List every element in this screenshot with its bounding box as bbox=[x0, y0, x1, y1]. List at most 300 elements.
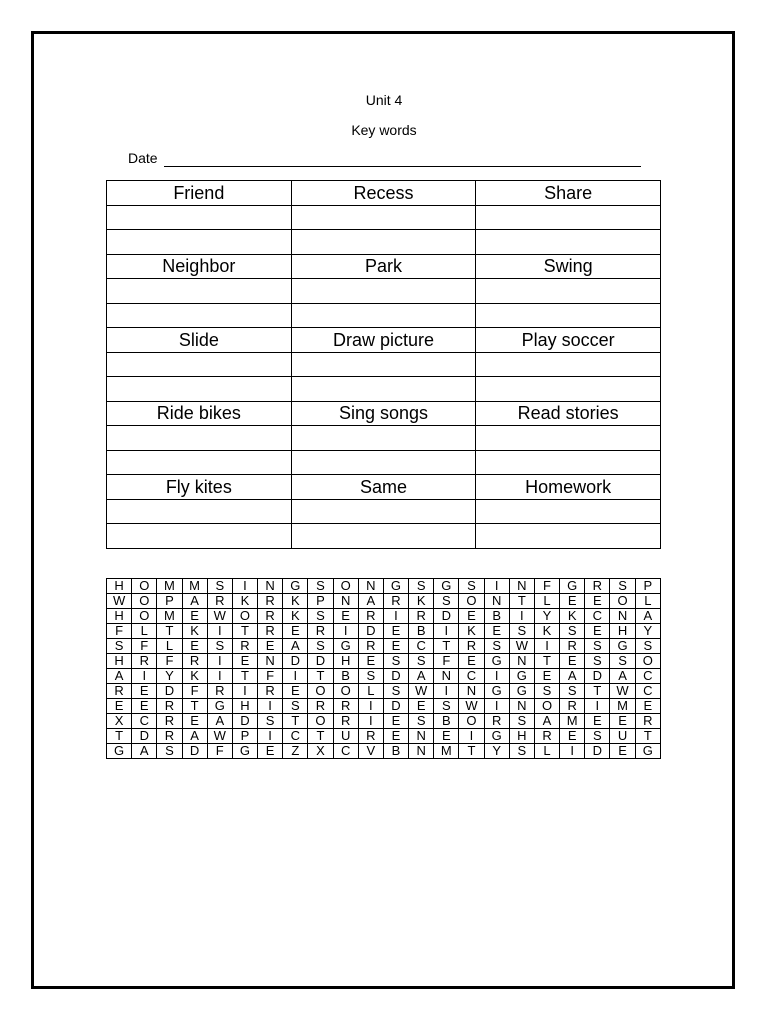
vocab-blank-cell bbox=[291, 426, 476, 451]
word-search-letter: P bbox=[635, 579, 660, 594]
word-search-letter: S bbox=[207, 579, 232, 594]
word-search-letter: S bbox=[383, 654, 408, 669]
word-search-letter: D bbox=[232, 714, 257, 729]
word-search-letter: O bbox=[232, 609, 257, 624]
word-search-letter: Y bbox=[484, 744, 509, 759]
word-search-letter: B bbox=[484, 609, 509, 624]
word-search-letter: E bbox=[459, 654, 484, 669]
word-search-letter: S bbox=[484, 639, 509, 654]
word-search-row bbox=[107, 684, 661, 699]
word-search-letter: H bbox=[232, 699, 257, 714]
word-search-row bbox=[107, 639, 661, 654]
word-search-letter: I bbox=[383, 609, 408, 624]
vocab-blank-row bbox=[107, 303, 661, 328]
word-search-letter: O bbox=[132, 609, 157, 624]
word-search-letter: K bbox=[232, 594, 257, 609]
vocabulary-table bbox=[106, 180, 661, 549]
word-search-grid bbox=[106, 578, 661, 759]
word-search-letter: N bbox=[409, 729, 434, 744]
word-search-letter: E bbox=[534, 669, 559, 684]
word-search-letter: T bbox=[585, 684, 610, 699]
word-search-letter: C bbox=[585, 609, 610, 624]
vocab-word-cell: Recess bbox=[291, 181, 476, 206]
word-search-letter: D bbox=[585, 744, 610, 759]
word-search-letter: N bbox=[333, 594, 358, 609]
word-search-letter: A bbox=[635, 609, 660, 624]
vocab-word-cell: Neighbor bbox=[107, 254, 292, 279]
word-search-letter: S bbox=[560, 624, 585, 639]
word-search-letter: W bbox=[459, 699, 484, 714]
word-search-letter: S bbox=[283, 699, 308, 714]
word-search-letter: I bbox=[434, 684, 459, 699]
word-search-letter: S bbox=[509, 714, 534, 729]
word-search-letter: X bbox=[107, 714, 132, 729]
word-search-letter: C bbox=[132, 714, 157, 729]
vocab-word-row bbox=[107, 181, 661, 206]
word-search-letter: O bbox=[132, 579, 157, 594]
word-search-letter: S bbox=[409, 579, 434, 594]
word-search-letter: D bbox=[283, 654, 308, 669]
vocab-word-cell: Sing songs bbox=[291, 401, 476, 426]
word-search-letter: A bbox=[107, 669, 132, 684]
word-search-letter: E bbox=[560, 729, 585, 744]
word-search-letter: G bbox=[383, 579, 408, 594]
word-search-letter: T bbox=[635, 729, 660, 744]
word-search-letter: K bbox=[182, 669, 207, 684]
date-label: Date bbox=[128, 150, 158, 166]
word-search-letter: O bbox=[610, 594, 635, 609]
word-search-letter: I bbox=[258, 699, 283, 714]
word-search-letter: L bbox=[358, 684, 383, 699]
vocab-word-cell: Slide bbox=[107, 328, 292, 353]
word-search-letter: P bbox=[232, 729, 257, 744]
word-search-letter: R bbox=[157, 729, 182, 744]
word-search-letter: G bbox=[610, 639, 635, 654]
word-search-letter: W bbox=[509, 639, 534, 654]
word-search-letter: R bbox=[258, 684, 283, 699]
word-search-letter: E bbox=[258, 639, 283, 654]
word-search-letter: S bbox=[434, 594, 459, 609]
word-search-letter: T bbox=[182, 699, 207, 714]
vocab-blank-cell bbox=[476, 450, 661, 475]
word-search-letter: U bbox=[610, 729, 635, 744]
word-search-letter: I bbox=[207, 654, 232, 669]
word-search-letter: S bbox=[383, 684, 408, 699]
word-search-letter: S bbox=[409, 714, 434, 729]
word-search-letter: E bbox=[182, 714, 207, 729]
word-search-letter: D bbox=[434, 609, 459, 624]
word-search-letter: G bbox=[333, 639, 358, 654]
word-search-letter: R bbox=[258, 624, 283, 639]
word-search-letter: R bbox=[484, 714, 509, 729]
word-search-letter: R bbox=[560, 699, 585, 714]
word-search-letter: K bbox=[409, 594, 434, 609]
word-search-letter: U bbox=[333, 729, 358, 744]
word-search-letter: M bbox=[157, 609, 182, 624]
word-search-letter: I bbox=[232, 579, 257, 594]
vocab-blank-cell bbox=[107, 352, 292, 377]
word-search-row bbox=[107, 594, 661, 609]
word-search-letter: R bbox=[333, 699, 358, 714]
word-search-letter: A bbox=[132, 744, 157, 759]
word-search-letter: S bbox=[585, 729, 610, 744]
vocab-word-cell: Ride bikes bbox=[107, 401, 292, 426]
word-search-letter: G bbox=[434, 579, 459, 594]
word-search-letter: R bbox=[308, 699, 333, 714]
word-search-letter: I bbox=[358, 699, 383, 714]
word-search-letter: T bbox=[232, 669, 257, 684]
word-search-letter: C bbox=[409, 639, 434, 654]
word-search-letter: B bbox=[409, 624, 434, 639]
word-search-letter: C bbox=[459, 669, 484, 684]
word-search-letter: N bbox=[509, 699, 534, 714]
word-search-letter: S bbox=[207, 639, 232, 654]
word-search-letter: K bbox=[560, 609, 585, 624]
word-search-letter: R bbox=[333, 714, 358, 729]
vocab-blank-cell bbox=[291, 377, 476, 402]
word-search-letter: E bbox=[383, 714, 408, 729]
word-search-letter: G bbox=[484, 654, 509, 669]
vocab-blank-cell bbox=[107, 499, 292, 524]
word-search-letter: A bbox=[182, 594, 207, 609]
word-search-letter: L bbox=[534, 744, 559, 759]
word-search-letter: R bbox=[258, 594, 283, 609]
word-search-letter: O bbox=[308, 714, 333, 729]
word-search-letter: A bbox=[283, 639, 308, 654]
word-search-letter: R bbox=[182, 654, 207, 669]
word-search-letter: E bbox=[585, 714, 610, 729]
word-search-letter: E bbox=[560, 594, 585, 609]
vocab-word-cell: Play soccer bbox=[476, 328, 661, 353]
word-search-letter: D bbox=[383, 669, 408, 684]
word-search-letter: D bbox=[182, 744, 207, 759]
word-search-letter: D bbox=[383, 699, 408, 714]
word-search-letter: I bbox=[484, 699, 509, 714]
word-search-letter: N bbox=[258, 579, 283, 594]
vocab-blank-row bbox=[107, 499, 661, 524]
word-search-letter: H bbox=[107, 579, 132, 594]
word-search-letter: G bbox=[283, 579, 308, 594]
word-search-letter: E bbox=[610, 714, 635, 729]
word-search-letter: W bbox=[207, 729, 232, 744]
word-search-letter: G bbox=[484, 684, 509, 699]
word-search-letter: R bbox=[585, 579, 610, 594]
word-search-letter: E bbox=[610, 744, 635, 759]
word-search-row bbox=[107, 744, 661, 759]
word-search-letter: N bbox=[434, 669, 459, 684]
word-search-letter: R bbox=[207, 684, 232, 699]
word-search-letter: N bbox=[409, 744, 434, 759]
vocab-blank-cell bbox=[476, 303, 661, 328]
vocab-blank-cell bbox=[476, 230, 661, 255]
word-search-letter: L bbox=[157, 639, 182, 654]
vocab-blank-cell bbox=[291, 524, 476, 549]
vocab-blank-cell bbox=[476, 426, 661, 451]
word-search-letter: F bbox=[534, 579, 559, 594]
vocab-word-cell: Same bbox=[291, 475, 476, 500]
word-search-letter: E bbox=[409, 699, 434, 714]
word-search-letter: X bbox=[308, 744, 333, 759]
word-search-letter: R bbox=[358, 609, 383, 624]
word-search-letter: S bbox=[509, 624, 534, 639]
word-search-letter: T bbox=[509, 594, 534, 609]
word-search-letter: A bbox=[610, 669, 635, 684]
word-search-letter: S bbox=[258, 714, 283, 729]
word-search-letter: R bbox=[560, 639, 585, 654]
vocab-word-row bbox=[107, 254, 661, 279]
word-search-letter: A bbox=[182, 729, 207, 744]
word-search-row bbox=[107, 579, 661, 594]
word-search-letter: I bbox=[132, 669, 157, 684]
word-search-letter: O bbox=[132, 594, 157, 609]
word-search-letter: F bbox=[182, 684, 207, 699]
word-search-letter: B bbox=[434, 714, 459, 729]
word-search-letter: E bbox=[283, 684, 308, 699]
word-search-letter: V bbox=[358, 744, 383, 759]
word-search-letter: D bbox=[157, 684, 182, 699]
word-search-letter: S bbox=[534, 684, 559, 699]
word-search-letter: T bbox=[157, 624, 182, 639]
date-blank-line bbox=[164, 166, 641, 167]
word-search-letter: R bbox=[635, 714, 660, 729]
word-search-letter: T bbox=[232, 624, 257, 639]
word-search-letter: I bbox=[484, 579, 509, 594]
word-search-letter: P bbox=[157, 594, 182, 609]
word-search-letter: S bbox=[409, 654, 434, 669]
word-search-letter: R bbox=[107, 684, 132, 699]
word-search-row bbox=[107, 654, 661, 669]
word-search-letter: E bbox=[132, 699, 157, 714]
word-search-letter: I bbox=[534, 639, 559, 654]
word-search-letter: E bbox=[383, 729, 408, 744]
word-search-letter: S bbox=[459, 579, 484, 594]
word-search-letter: S bbox=[308, 639, 333, 654]
word-search-letter: R bbox=[232, 639, 257, 654]
vocab-word-cell: Homework bbox=[476, 475, 661, 500]
word-search-letter: R bbox=[157, 714, 182, 729]
vocab-blank-row bbox=[107, 524, 661, 549]
word-search-letter: K bbox=[459, 624, 484, 639]
word-search-letter: R bbox=[534, 729, 559, 744]
word-search-letter: F bbox=[258, 669, 283, 684]
vocab-blank-cell bbox=[291, 230, 476, 255]
word-search-letter: E bbox=[107, 699, 132, 714]
word-search-letter: O bbox=[333, 579, 358, 594]
vocab-word-cell: Friend bbox=[107, 181, 292, 206]
word-search-letter: K bbox=[534, 624, 559, 639]
word-search-letter: E bbox=[560, 654, 585, 669]
vocab-blank-row bbox=[107, 279, 661, 304]
word-search-letter: S bbox=[635, 639, 660, 654]
word-search-letter: E bbox=[585, 594, 610, 609]
word-search-letter: L bbox=[534, 594, 559, 609]
word-search-letter: Z bbox=[283, 744, 308, 759]
word-search-letter: W bbox=[107, 594, 132, 609]
word-search-letter: T bbox=[434, 639, 459, 654]
word-search-letter: N bbox=[459, 684, 484, 699]
word-search-letter: S bbox=[107, 639, 132, 654]
word-search-letter: R bbox=[383, 594, 408, 609]
word-search-letter: E bbox=[283, 624, 308, 639]
word-search-letter: G bbox=[207, 699, 232, 714]
word-search-letter: R bbox=[358, 729, 383, 744]
word-search-letter: M bbox=[182, 579, 207, 594]
word-search-letter: G bbox=[560, 579, 585, 594]
worksheet-subtitle: Key words bbox=[351, 122, 417, 138]
vocab-blank-cell bbox=[476, 352, 661, 377]
vocab-word-cell: Read stories bbox=[476, 401, 661, 426]
word-search-letter: M bbox=[434, 744, 459, 759]
word-search-letter: E bbox=[333, 609, 358, 624]
word-search-letter: R bbox=[409, 609, 434, 624]
word-search-letter: O bbox=[333, 684, 358, 699]
word-search-letter: T bbox=[308, 729, 333, 744]
word-search-letter: S bbox=[610, 579, 635, 594]
word-search-letter: K bbox=[283, 609, 308, 624]
word-search-letter: F bbox=[132, 639, 157, 654]
word-search-letter: N bbox=[509, 654, 534, 669]
vocab-word-cell: Share bbox=[476, 181, 661, 206]
word-search-letter: E bbox=[484, 624, 509, 639]
word-search-letter: N bbox=[509, 579, 534, 594]
vocab-word-cell: Fly kites bbox=[107, 475, 292, 500]
word-search-letter: K bbox=[283, 594, 308, 609]
word-search-letter: T bbox=[308, 669, 333, 684]
word-search-letter: A bbox=[534, 714, 559, 729]
word-search-letter: R bbox=[459, 639, 484, 654]
word-search-letter: S bbox=[434, 699, 459, 714]
word-search-letter: I bbox=[207, 669, 232, 684]
word-search-letter: S bbox=[157, 744, 182, 759]
word-search-letter: D bbox=[358, 624, 383, 639]
word-search-letter: I bbox=[585, 699, 610, 714]
vocab-blank-cell bbox=[291, 352, 476, 377]
word-search-letter: H bbox=[610, 624, 635, 639]
vocab-word-cell: Swing bbox=[476, 254, 661, 279]
word-search-letter: N bbox=[358, 579, 383, 594]
vocab-blank-cell bbox=[476, 279, 661, 304]
vocab-blank-cell bbox=[107, 524, 292, 549]
word-search-letter: G bbox=[232, 744, 257, 759]
word-search-letter: I bbox=[509, 609, 534, 624]
word-search-row bbox=[107, 714, 661, 729]
word-search-letter: A bbox=[560, 669, 585, 684]
word-search-letter: O bbox=[635, 654, 660, 669]
vocab-blank-cell bbox=[291, 279, 476, 304]
word-search-letter: E bbox=[383, 624, 408, 639]
word-search-letter: I bbox=[358, 714, 383, 729]
word-search-letter: I bbox=[258, 729, 283, 744]
word-search-letter: W bbox=[610, 684, 635, 699]
vocab-blank-cell bbox=[476, 377, 661, 402]
word-search-letter: I bbox=[333, 624, 358, 639]
vocab-blank-cell bbox=[107, 450, 292, 475]
word-search-letter: H bbox=[107, 609, 132, 624]
word-search-letter: I bbox=[484, 669, 509, 684]
word-search-letter: O bbox=[308, 684, 333, 699]
word-search-letter: N bbox=[484, 594, 509, 609]
word-search-letter: M bbox=[157, 579, 182, 594]
vocab-word-cell: Draw picture bbox=[291, 328, 476, 353]
word-search-letter: O bbox=[534, 699, 559, 714]
word-search-letter: C bbox=[283, 729, 308, 744]
vocab-blank-row bbox=[107, 377, 661, 402]
vocab-blank-row bbox=[107, 352, 661, 377]
word-search-letter: A bbox=[207, 714, 232, 729]
vocab-word-row bbox=[107, 475, 661, 500]
word-search-letter: R bbox=[157, 699, 182, 714]
word-search-letter: I bbox=[207, 624, 232, 639]
word-search-letter: K bbox=[182, 624, 207, 639]
word-search-letter: W bbox=[207, 609, 232, 624]
word-search-letter: T bbox=[534, 654, 559, 669]
word-search-row bbox=[107, 669, 661, 684]
word-search-letter: I bbox=[232, 684, 257, 699]
word-search-letter: E bbox=[383, 639, 408, 654]
vocab-blank-row bbox=[107, 426, 661, 451]
word-search-letter: S bbox=[560, 684, 585, 699]
word-search-row bbox=[107, 609, 661, 624]
word-search-letter: W bbox=[409, 684, 434, 699]
vocab-word-row bbox=[107, 401, 661, 426]
word-search-letter: R bbox=[132, 654, 157, 669]
word-search-letter: C bbox=[635, 669, 660, 684]
word-search-letter: H bbox=[333, 654, 358, 669]
word-search-letter: O bbox=[459, 714, 484, 729]
word-search-letter: F bbox=[207, 744, 232, 759]
word-search-letter: S bbox=[585, 654, 610, 669]
word-search-letter: Y bbox=[534, 609, 559, 624]
word-search-letter: G bbox=[509, 669, 534, 684]
word-search-letter: H bbox=[107, 654, 132, 669]
vocab-blank-cell bbox=[107, 426, 292, 451]
word-search-letter: S bbox=[610, 654, 635, 669]
word-search-letter: G bbox=[509, 684, 534, 699]
word-search-letter: C bbox=[635, 684, 660, 699]
vocab-blank-row bbox=[107, 230, 661, 255]
word-search-letter: S bbox=[358, 669, 383, 684]
word-search-row bbox=[107, 699, 661, 714]
word-search-letter: S bbox=[308, 609, 333, 624]
vocab-blank-cell bbox=[107, 303, 292, 328]
word-search-letter: N bbox=[258, 654, 283, 669]
word-search-letter: Y bbox=[157, 669, 182, 684]
word-search-letter: T bbox=[107, 729, 132, 744]
vocab-blank-cell bbox=[291, 450, 476, 475]
word-search-letter: F bbox=[157, 654, 182, 669]
word-search-letter: C bbox=[333, 744, 358, 759]
vocab-blank-cell bbox=[291, 499, 476, 524]
word-search-letter: S bbox=[585, 639, 610, 654]
word-search-letter: E bbox=[358, 654, 383, 669]
word-search-letter: R bbox=[308, 624, 333, 639]
word-search-letter: T bbox=[459, 744, 484, 759]
vocab-blank-cell bbox=[476, 499, 661, 524]
word-search-letter: E bbox=[585, 624, 610, 639]
word-search-letter: O bbox=[459, 594, 484, 609]
vocab-blank-cell bbox=[107, 230, 292, 255]
word-search-letter: F bbox=[107, 624, 132, 639]
vocab-blank-cell bbox=[476, 205, 661, 230]
word-search-letter: D bbox=[308, 654, 333, 669]
word-search-letter: E bbox=[459, 609, 484, 624]
vocab-blank-row bbox=[107, 205, 661, 230]
word-search-letter: S bbox=[509, 744, 534, 759]
word-search-letter: E bbox=[132, 684, 157, 699]
word-search-row bbox=[107, 624, 661, 639]
word-search-letter: I bbox=[560, 744, 585, 759]
word-search-letter: T bbox=[283, 714, 308, 729]
